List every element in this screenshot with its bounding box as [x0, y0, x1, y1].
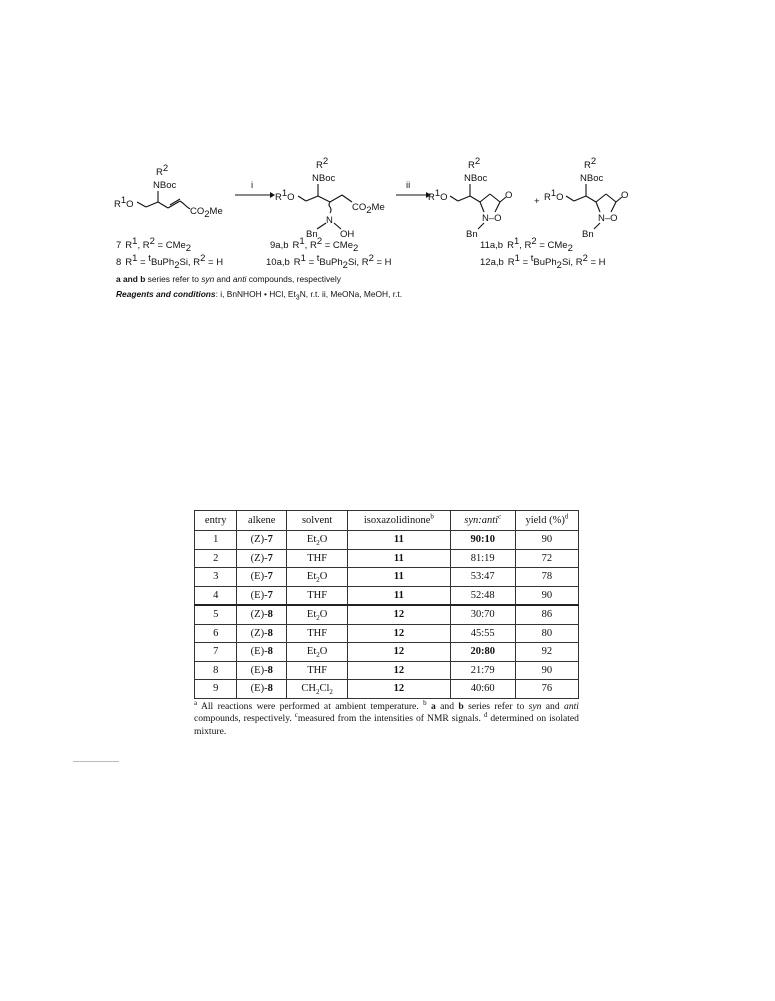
table-row	[195, 624, 579, 643]
col-yield: yield (%)$^d$	[515, 511, 578, 531]
cell-yield: 72	[515, 549, 578, 568]
col-isoxazolidinone: isoxazolidinone$^b$	[348, 511, 450, 531]
cell-solvent: THF	[287, 624, 348, 643]
table-row	[195, 661, 579, 680]
page-rule-mark	[73, 761, 119, 762]
cell-solvent: $CH_2Cl_2$	[287, 680, 348, 699]
col-syn-anti: syn:anti$^c$	[450, 511, 515, 531]
cell-syn-anti: 81:19	[450, 549, 515, 568]
cell-alkene: (E)-8	[237, 643, 287, 662]
cell-entry: 7	[195, 643, 237, 662]
reaction-scheme	[100, 150, 660, 315]
c11-r2: R2	[468, 156, 481, 171]
arrow-i-label: i	[251, 180, 254, 191]
table-footnote: $^a$ All reactions were performed at ambient temperature. $^b$ a and b series refer to syn and anti compounds, respectively. $^c$measured from the intensities of NMR signals. $^d$ determined on isolated mixture.	[194, 698, 579, 737]
table-body	[195, 531, 579, 699]
label-12: 12a,b R1 = tBuPh2Si, R2 = H	[480, 253, 606, 271]
c9-nboc: NBoc	[312, 173, 336, 184]
cell-solvent: $Et_2O$	[287, 643, 348, 662]
label-11: 11a,b R1, R2 = CMe2	[480, 236, 573, 254]
c11-o: O	[505, 190, 513, 201]
col-entry: entry	[195, 511, 237, 531]
table-row	[195, 605, 579, 624]
c11-nboc: NBoc	[464, 173, 488, 184]
cell-entry: 3	[195, 568, 237, 587]
structure-9-10	[275, 156, 385, 240]
c7-r1o: R1O	[114, 195, 134, 210]
c9-r1o: R1O	[275, 188, 295, 203]
c11-r1o: R1O	[428, 188, 448, 203]
c11-no: N–O	[482, 213, 502, 224]
cell-isoxazolidinone: 11	[348, 531, 450, 550]
structure-12	[544, 156, 628, 240]
c9-r2: R2	[316, 156, 329, 171]
cell-entry: 8	[195, 661, 237, 680]
cell-syn-anti: 45:55	[450, 624, 515, 643]
c12-o: O	[621, 190, 629, 201]
cell-alkene: (E)-7	[237, 568, 287, 587]
cell-yield: 78	[515, 568, 578, 587]
c9-bn: Bn	[306, 229, 318, 240]
structure-7-8	[114, 163, 223, 220]
cell-yield: 90	[515, 661, 578, 680]
label-8: 8 R1 = tBuPh2Si, R2 = H	[116, 253, 224, 271]
label-9: 9a,b R1, R2 = CMe2	[270, 236, 359, 254]
cell-solvent: $Et_2O$	[287, 605, 348, 624]
arrow-ii	[396, 180, 431, 198]
c11-bn: Bn	[466, 229, 478, 240]
cell-alkene: (E)-8	[237, 661, 287, 680]
cell-alkene: (Z)-7	[237, 549, 287, 568]
cell-isoxazolidinone: 11	[348, 586, 450, 605]
series-note: a and b series refer to syn and anti compounds, respectively	[116, 274, 341, 284]
cell-entry: 9	[195, 680, 237, 699]
c9-co2me: CO2Me	[352, 202, 385, 216]
cell-syn-anti: 52:48	[450, 586, 515, 605]
c9-n: N	[326, 215, 333, 226]
cell-solvent: $Et_2O$	[287, 568, 348, 587]
cell-yield: 90	[515, 531, 578, 550]
label-7: 7 R1, R2 = CMe2	[116, 236, 192, 254]
cell-syn-anti: 40:60	[450, 680, 515, 699]
c12-r1o: R1O	[544, 188, 564, 203]
cell-isoxazolidinone: 11	[348, 568, 450, 587]
c9-oh: OH	[340, 229, 355, 240]
c12-nboc: NBoc	[580, 173, 604, 184]
cell-solvent: $Et_2O$	[287, 531, 348, 550]
cell-yield: 86	[515, 605, 578, 624]
reagents-conditions: Reagents and conditions: i, BnNHOH • HCl, $Et_3N$, r.t. ii, MeONa, MeOH, r.t.	[116, 289, 403, 302]
cell-solvent: THF	[287, 586, 348, 605]
table-row	[195, 680, 579, 699]
cell-alkene: (Z)-7	[237, 531, 287, 550]
cell-entry: 5	[195, 605, 237, 624]
cell-alkene: (E)-7	[237, 586, 287, 605]
table-row	[195, 531, 579, 550]
col-alkene: alkene	[237, 511, 287, 531]
cell-solvent: THF	[287, 661, 348, 680]
cell-syn-anti: 90:10	[450, 531, 515, 550]
cell-entry: 4	[195, 586, 237, 605]
results-table-block	[194, 510, 579, 738]
arrow-ii-label: ii	[406, 180, 411, 191]
table-header-row	[195, 511, 579, 531]
cell-isoxazolidinone: 12	[348, 680, 450, 699]
table-row	[195, 586, 579, 605]
results-table	[194, 510, 579, 699]
c7-nboc: NBoc	[153, 180, 177, 191]
cell-syn-anti: 53:47	[450, 568, 515, 587]
cell-isoxazolidinone: 12	[348, 624, 450, 643]
cell-yield: 80	[515, 624, 578, 643]
cell-isoxazolidinone: 12	[348, 605, 450, 624]
cell-alkene: (Z)-8	[237, 605, 287, 624]
cell-entry: 1	[195, 531, 237, 550]
plus-sign: +	[534, 196, 540, 207]
cell-isoxazolidinone: 12	[348, 643, 450, 662]
cell-isoxazolidinone: 11	[348, 549, 450, 568]
cell-yield: 90	[515, 586, 578, 605]
c12-no: N–O	[598, 213, 618, 224]
structure-11	[428, 156, 512, 240]
col-solvent: solvent	[287, 511, 348, 531]
cell-syn-anti: 21:79	[450, 661, 515, 680]
cell-alkene: (Z)-8	[237, 624, 287, 643]
cell-solvent: THF	[287, 549, 348, 568]
cell-alkene: (E)-8	[237, 680, 287, 699]
table-row	[195, 549, 579, 568]
arrow-i	[235, 180, 275, 198]
c7-r2: R2	[156, 163, 169, 178]
c7-co2me: CO2Me	[190, 206, 223, 220]
cell-isoxazolidinone: 12	[348, 661, 450, 680]
cell-syn-anti: 20:80	[450, 643, 515, 662]
label-10: 10a,b R1 = tBuPh2Si, R2 = H	[266, 253, 392, 271]
cell-yield: 92	[515, 643, 578, 662]
table-row	[195, 568, 579, 587]
cell-yield: 76	[515, 680, 578, 699]
cell-syn-anti: 30:70	[450, 605, 515, 624]
cell-entry: 2	[195, 549, 237, 568]
c12-bn: Bn	[582, 229, 594, 240]
table-row	[195, 643, 579, 662]
c12-r2: R2	[584, 156, 597, 171]
cell-entry: 6	[195, 624, 237, 643]
